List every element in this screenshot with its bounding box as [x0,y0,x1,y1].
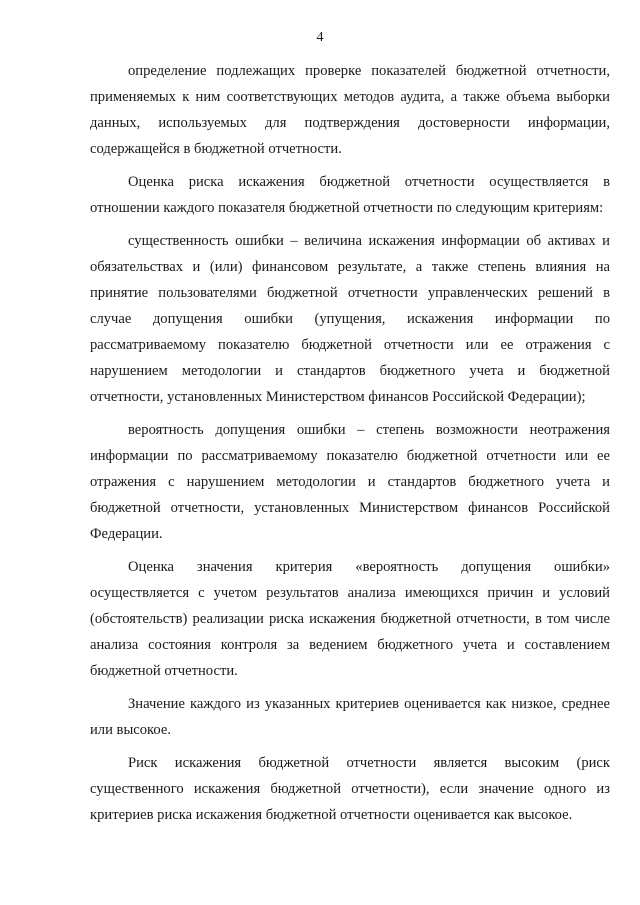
paragraph-criteria-levels: Значение каждого из указанных критериев оценивается как низкое, среднее или высокое. [90,696,610,738]
paragraph-probability-evaluation: Оценка значения критерия «вероятность допущения ошибки» осуществляется с учетом результатов анализа имеющихся причин и условий (обстоятельств) реализации риска искажения бюджетной отчетности, в том числе анализа состояния контроля за ведением бюджетного учета и составлением бюджетной отчетности. [90,559,610,679]
page-number: 4 [316,30,324,45]
paragraph-audit-methods: определение подлежащих проверке показателей бюджетной отчетности, применяемых к ним соответствующих методов аудита, а также объема выборки данных, используемых для подтверждения достоверности информации, содержащейся в бюджетной отчетности. [90,63,610,157]
paragraph-error-materiality: существенность ошибки – величина искажения информации об активах и обязательствах и (или) финансовом результате, а также степень влияния на принятие пользователями бюджетной отчетности управленческих решений в случае допущения ошибки (упущения, искажения информации по рассматриваемому показателю бюджетной отчетности или ее отражения с нарушением методологии и стандартов бюджетного учета и бюджетной отчетности, установленных Министерством финансов Российской Федерации); [90,233,610,405]
paragraph-risk-assessment-criteria: Оценка риска искажения бюджетной отчетности осуществляется в отношении каждого показателя бюджетной отчетности по следующим критериям: [90,174,610,216]
document-body [90,58,610,835]
paragraph-high-risk-definition: Риск искажения бюджетной отчетности является высоким (риск существенного искажения бюджетной отчетности), если значение одного из критериев риска искажения бюджетной отчетности оценивается как высокое. [90,755,610,823]
paragraph-error-probability: вероятность допущения ошибки – степень возможности неотражения информации по рассматриваемому показателю бюджетной отчетности или ее отражения с нарушением методологии и стандартов бюджетного учета и бюджетной отчетности, установленных Министерством финансов Российской Федерации. [90,422,610,542]
